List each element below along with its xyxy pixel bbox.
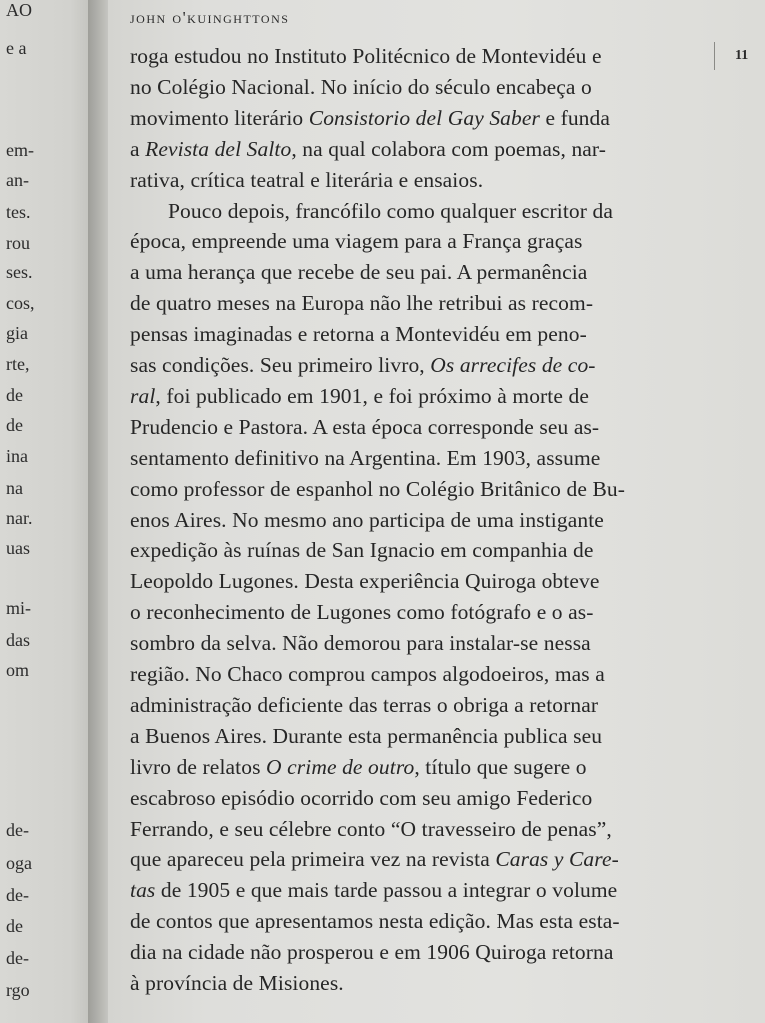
- text-run: no Colégio Nacional. No início do século encabeça o: [130, 74, 592, 99]
- text-run: sentamento definitivo na Argentina. Em 1903, assume: [130, 445, 601, 470]
- text-line: [130, 600, 594, 625]
- left-page-fragment: gia: [6, 323, 28, 343]
- text-run: Ferrando, e seu célebre conto “O travesseiro de penas”,: [130, 816, 612, 841]
- left-page-fragment: mi-: [6, 598, 31, 618]
- text-run: , na qual colabora com poemas, nar-: [291, 136, 607, 161]
- text-line: [130, 631, 591, 656]
- text-line: [130, 44, 602, 69]
- left-page-fragment: tes.: [6, 202, 31, 222]
- text-run: , foi publicado em 1901, e foi próximo à morte de: [155, 383, 589, 408]
- text-line: [130, 538, 594, 563]
- left-page-fragment: AO: [6, 0, 32, 20]
- text-run: dia na cidade não prosperou e em 1906 Quiroga retorna: [130, 940, 614, 965]
- text-line: [130, 508, 604, 533]
- left-page-fragment: rou: [6, 233, 30, 253]
- text-run: sas condições. Seu primeiro livro,: [130, 353, 431, 377]
- text-run: administração deficiente das terras o obriga a retornar: [130, 692, 599, 717]
- left-page-fragment: oga: [6, 853, 32, 873]
- text-line: [168, 199, 613, 224]
- text-line: [130, 940, 614, 965]
- left-page-fragment: de-: [6, 948, 29, 968]
- text-line: [130, 229, 582, 254]
- text-line: [130, 168, 483, 193]
- text-line: [130, 847, 619, 872]
- text-run: pensas imaginadas e retorna a Montevidéu em peno-: [130, 322, 587, 347]
- italic-run: Consistorio del Gay Saber: [308, 105, 540, 130]
- text-line: [130, 446, 600, 471]
- running-head: john o'kuinghttons: [130, 8, 290, 27]
- left-page-fragment: om: [6, 660, 30, 680]
- left-page-fragment: rte,: [6, 354, 30, 374]
- text-line: [130, 971, 344, 996]
- text-run: de contos que apresentamos nesta edição. Mas esta esta-: [130, 909, 620, 934]
- text-run: Leopoldo Lugones. Desta experiência Quiroga obteve: [130, 569, 600, 594]
- text-run: roga estudou no Instituto Politécnico de Montevidéu e: [130, 44, 602, 68]
- text-line: [130, 415, 599, 440]
- italic-run: Caras y Care-: [495, 847, 619, 872]
- text-line: [130, 260, 587, 285]
- italic-run: tas: [130, 878, 156, 903]
- text-run: a Buenos Aires. Durante esta permanência publica seu: [130, 723, 603, 748]
- text-run: , título que sugere o: [414, 754, 587, 779]
- text-line: [130, 817, 612, 842]
- text-line: [130, 755, 587, 780]
- header-rule: [714, 42, 715, 70]
- left-page-fragment: das: [6, 630, 30, 650]
- text-run: Prudencio e Pastora. A esta época corresponde seu as-: [130, 414, 600, 439]
- text-run: livro de relatos: [130, 754, 267, 779]
- left-page-fragment: uas: [6, 538, 30, 558]
- left-page-fragment: em-: [6, 140, 34, 160]
- text-run: expedição às ruínas de San Ignacio em companhia de: [130, 538, 594, 563]
- italic-run: Revista del Salto: [145, 136, 292, 161]
- text-run: movimento literário: [130, 105, 309, 130]
- text-run: enos Aires. No mesmo ano participa de uma instigante: [130, 507, 604, 532]
- text-line: [130, 75, 592, 100]
- text-line: [130, 106, 610, 131]
- left-page: [0, 0, 100, 1023]
- text-run: a: [130, 136, 146, 161]
- text-run: rativa, crítica teatral e literária e ensaios.: [130, 167, 484, 192]
- text-line: [130, 786, 592, 811]
- text-line: [130, 477, 625, 502]
- left-page-fragment: rgo: [6, 980, 30, 1000]
- text-run: como professor de espanhol no Colégio Britânico de Bu-: [130, 476, 626, 501]
- italic-run: Os arrecifes de co-: [430, 353, 596, 377]
- italic-run: O crime de outro: [266, 754, 415, 779]
- text-line: [130, 909, 620, 934]
- text-run: sombro da selva. Não demorou para instalar-se nessa: [130, 631, 591, 656]
- left-page-fragment: ses.: [6, 262, 33, 282]
- text-line: [130, 137, 606, 162]
- text-line: [130, 693, 598, 718]
- text-line: [130, 353, 596, 378]
- text-run: à província de Misiones.: [130, 971, 344, 995]
- left-page-fragment: e a: [6, 38, 27, 58]
- text-line: [130, 291, 593, 316]
- text-line: [130, 569, 599, 594]
- page-number: 11: [735, 48, 749, 63]
- left-page-fragment: de-: [6, 885, 29, 905]
- text-line: [130, 724, 602, 749]
- text-run: e funda: [539, 105, 611, 130]
- left-page-fragment: ina: [6, 446, 28, 466]
- text-run: de quatro meses na Europa não lhe retribui as recom-: [130, 291, 594, 316]
- left-page-fragment: de: [6, 916, 23, 936]
- text-line: [130, 322, 587, 347]
- italic-run: ral: [130, 383, 156, 408]
- text-line: [130, 384, 589, 409]
- left-page-fragment: de: [6, 385, 23, 405]
- left-page-fragment: cos,: [6, 293, 35, 313]
- text-run: de 1905 e que mais tarde passou a integrar o volume: [155, 878, 618, 903]
- left-page-fragment: an-: [6, 170, 29, 190]
- text-run: escabroso episódio ocorrido com seu amigo Federico: [130, 785, 593, 810]
- left-page-fragment: de: [6, 415, 23, 435]
- left-page-fragment: de-: [6, 820, 29, 840]
- left-page-fragment: nar.: [6, 508, 33, 528]
- text-run: época, empreende uma viagem para a França graças: [130, 229, 583, 254]
- text-line: [130, 878, 617, 903]
- text-run: região. No Chaco comprou campos algodoeiros, mas a: [130, 662, 605, 686]
- text-run: que apareceu pela primeira vez na revista: [130, 847, 496, 872]
- text-run: o reconhecimento de Lugones como fotógrafo e o as-: [130, 600, 594, 625]
- text-run: Pouco depois, francófilo como qualquer escritor da: [168, 198, 614, 223]
- text-run: a uma herança que recebe de seu pai. A permanência: [130, 260, 588, 285]
- text-line: [130, 662, 605, 687]
- left-page-fragment: na: [6, 478, 23, 498]
